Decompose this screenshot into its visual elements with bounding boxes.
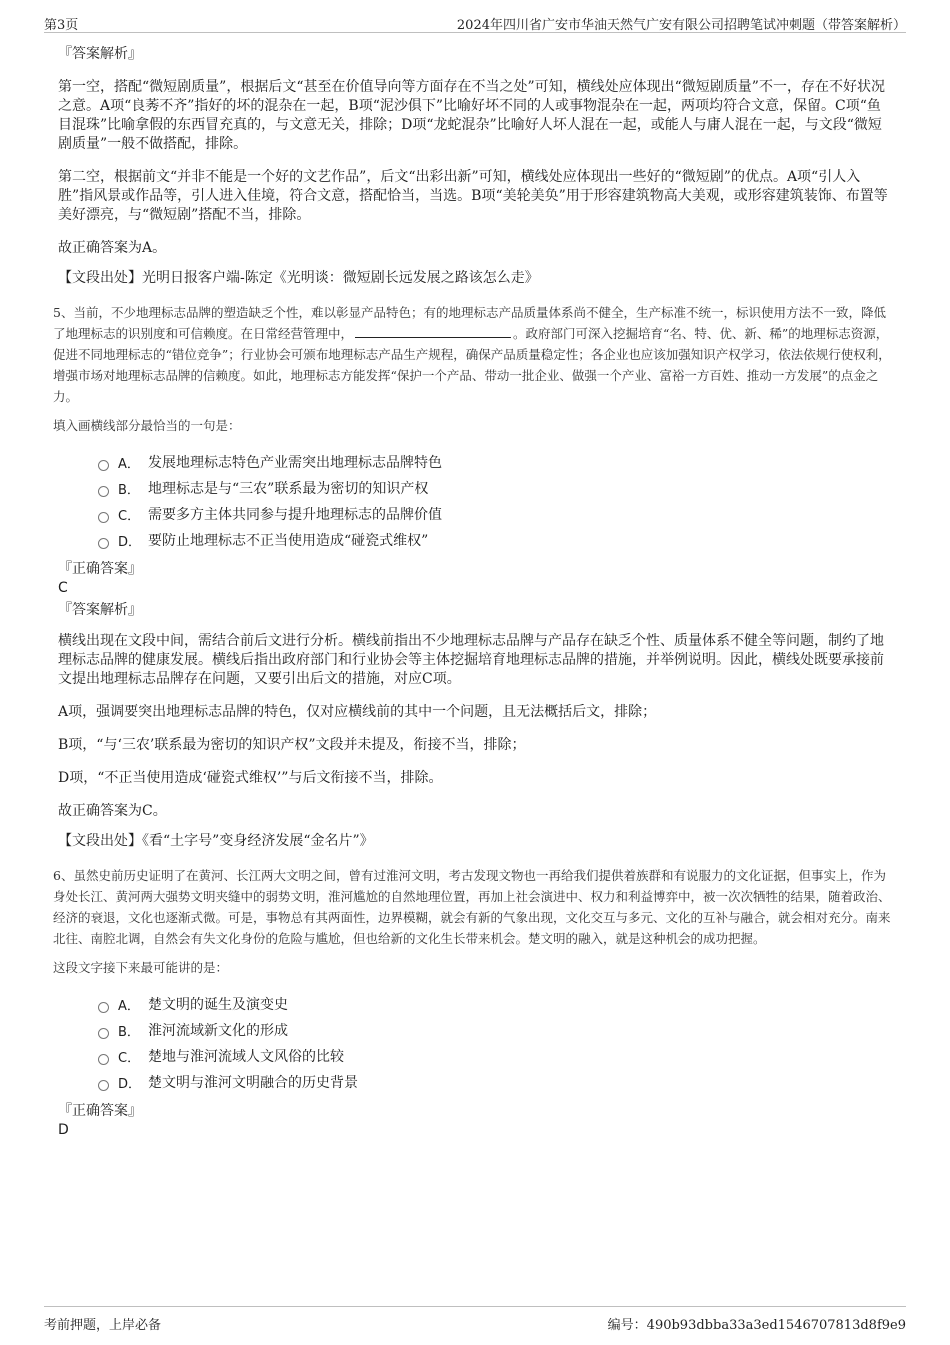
q4-analysis-paragraph-2: 第二空，根据前文“并非不能是一个好的文艺作品”，后文“出彩出新”可知，横线处应体现出一些好的“微短剧”的优点。A项“引人入胜”指风景或作品等，引人进入佳境，符合文意，搭配恰当，当选。B项“美轮美奂”用于形容建筑物高大美观，或形容建筑装饰、布置等美好漂亮，与“微短剧”搭配不当，排除。 bbox=[58, 169, 888, 223]
option-text: 需要多方主体共同参与提升地理标志的品牌价值 bbox=[148, 507, 442, 523]
q4-analysis-label: 『答案解析』 bbox=[58, 46, 142, 62]
q5-answer-label: 『正确答案』 bbox=[58, 561, 142, 577]
option-letter: D． bbox=[118, 534, 142, 550]
q5-option-d[interactable] bbox=[98, 527, 892, 553]
q5-option-c[interactable] bbox=[98, 501, 892, 527]
q6-answer: D bbox=[58, 1122, 69, 1138]
radio-icon[interactable] bbox=[98, 486, 109, 497]
q5-text-after-blank: 。政府部门可深入挖掘培育“名、特、优、新、稀”的地理标志资源，促进不同地理标志的“错位竞争”；行业协会可颁布地理标志产品生产规程，确保产品质量稳定性；各企业也应该加强知识产权学习，依法依规行使权利，增强市场对地理标志品牌的信赖度。如此，地理标志方能发挥“保护一个产品、带动一批企业、做强一个产业、富裕一方百姓、推动一方发展”的点金之力。 bbox=[53, 326, 891, 404]
q5-analysis-option-d: D项，“不正当使用造成‘碰瓷式维权’”与后文衔接不当，排除。 bbox=[58, 770, 443, 786]
q5-prompt: 填入画横线部分最恰当的一句是： bbox=[53, 418, 241, 433]
radio-icon[interactable] bbox=[98, 1002, 109, 1013]
option-letter: B． bbox=[118, 482, 140, 498]
page-number: 第3页 bbox=[44, 18, 79, 33]
q4-source: 【文段出处】光明日报客户端-陈定《光明谈：微短剧长远发展之路该怎么走》 bbox=[58, 270, 539, 286]
q6-option-c[interactable] bbox=[98, 1043, 892, 1069]
option-letter: B． bbox=[118, 1024, 140, 1040]
radio-icon[interactable] bbox=[98, 1080, 109, 1091]
q5-answer: C bbox=[58, 580, 68, 596]
q5-fill-blank bbox=[355, 325, 511, 338]
footer-note: 考前押题，上岸必备 bbox=[44, 1318, 162, 1333]
option-letter: D． bbox=[118, 1076, 142, 1092]
q5-options bbox=[98, 449, 892, 553]
option-letter: A． bbox=[118, 456, 140, 472]
q5-analysis-option-b: B项，“与‘三农’联系最为密切的知识产权”文段并未提及，衔接不当，排除； bbox=[58, 737, 526, 753]
q6-option-d[interactable] bbox=[98, 1069, 892, 1095]
document-title: 2024年四川省广安市华油天然气广安有限公司招聘笔试冲刺题（带答案解析） bbox=[456, 18, 906, 33]
q6-question-text: 6、虽然史前历史证明了在黄河、长江两大文明之间，曾有过淮河文明，考古发现文物也一再给我们提供着族群和有说服力的文化证据，但事实上，作为身处长江、黄河两大强势文明夹缝中的弱势文明，淮河尴尬的自然地理位置，再加上社会演进中、权力和利益博弈中，被一次次牺牲的结果，随着政治、经济的衰退，文化也逐渐式微。可是，事物总有其两面性，边界模糊，就会有新的气象出现，文化交互与多元、文化的互补与融合，就会相对充分。南来北往、南腔北调，自然会有失文化身份的危险与尴尬，但也给新的文化生长带来机会。楚文明的融入，就是这种机会的成功把握。 bbox=[53, 868, 891, 946]
q5-analysis-label: 『答案解析』 bbox=[58, 602, 142, 618]
option-letter: C． bbox=[118, 1050, 141, 1066]
page-footer bbox=[44, 1306, 906, 1333]
radio-icon[interactable] bbox=[98, 538, 109, 549]
option-text: 楚文明与淮河文明融合的历史背景 bbox=[148, 1075, 358, 1091]
q6-prompt: 这段文字接下来最可能讲的是： bbox=[53, 960, 229, 975]
q6-answer-label: 『正确答案』 bbox=[58, 1103, 142, 1119]
option-text: 楚文明的诞生及演变史 bbox=[148, 997, 288, 1013]
option-text: 淮河流域新文化的形成 bbox=[148, 1023, 288, 1039]
q5-source: 【文段出处】《看“土字号”变身经济发展“金名片”》 bbox=[58, 833, 374, 849]
option-text: 地理标志是与“三农”联系最为密切的知识产权 bbox=[148, 481, 429, 497]
radio-icon[interactable] bbox=[98, 460, 109, 471]
q5-conclusion: 故正确答案为C。 bbox=[58, 803, 167, 819]
q5-text-before-blank: 5、当前，不少地理标志品牌的塑造缺乏个性，难以彰显产品特色；有的地理标志产品质量体系尚不健全，生产标准不统一，标识使用方法不一致，降低了地理标志的识别度和可信赖度。在日常经营管理中， bbox=[53, 305, 886, 341]
q5-analysis-option-a: A项，强调要突出地理标志品牌的特色，仅对应横线前的其中一个问题，且无法概括后文，排除； bbox=[58, 704, 657, 720]
option-letter: C． bbox=[118, 508, 141, 524]
page-content bbox=[53, 44, 892, 1140]
document-code: 编号：490b93dbba33a3ed1546707813d8f9e9 bbox=[607, 1318, 906, 1333]
option-letter: A． bbox=[118, 998, 140, 1014]
q5-option-a[interactable] bbox=[98, 449, 892, 475]
option-text: 要防止地理标志不正当使用造成“碰瓷式维权” bbox=[148, 533, 429, 549]
radio-icon[interactable] bbox=[98, 512, 109, 523]
q4-analysis-paragraph-1: 第一空，搭配“微短剧质量”，根据后文“甚至在价值导向等方面存在不当之处”可知，横线处应体现出“微短剧质量”不一，存在不好状况之意。A项“良莠不齐”指好的坏的混杂在一起，B项“泥沙俱下”比喻好坏不同的人或事物混杂在一起，两项均符合文意，保留。C项“鱼目混珠”比喻拿假的东西冒充真的，与文意无关，排除；D项“龙蛇混杂”比喻好人坏人混在一起，或能人与庸人混在一起，与文段“微短剧质量”一般不做搭配，排除。 bbox=[58, 79, 885, 152]
q6-options bbox=[98, 991, 892, 1095]
radio-icon[interactable] bbox=[98, 1028, 109, 1039]
q6-option-a[interactable] bbox=[98, 991, 892, 1017]
q5-option-b[interactable] bbox=[98, 475, 892, 501]
q6-option-b[interactable] bbox=[98, 1017, 892, 1043]
radio-icon[interactable] bbox=[98, 1054, 109, 1065]
q5-analysis-paragraph: 横线出现在文段中间，需结合前后文进行分析。横线前指出不少地理标志品牌与产品存在缺乏个性、质量体系不健全等问题，制约了地理标志品牌的健康发展。横线后指出政府部门和行业协会等主体挖掘培育地理标志品牌的措施，并举例说明。因此，横线处既要承接前文提出地理标志品牌存在问题，又要引出后文的措施，对应C项。 bbox=[58, 633, 884, 687]
q5-question-text bbox=[53, 302, 892, 407]
option-text: 发展地理标志特色产业需突出地理标志品牌特色 bbox=[148, 455, 442, 471]
q4-conclusion: 故正确答案为A。 bbox=[58, 240, 167, 256]
page-header bbox=[44, 10, 906, 33]
option-text: 楚地与淮河流域人文风俗的比较 bbox=[148, 1049, 344, 1065]
